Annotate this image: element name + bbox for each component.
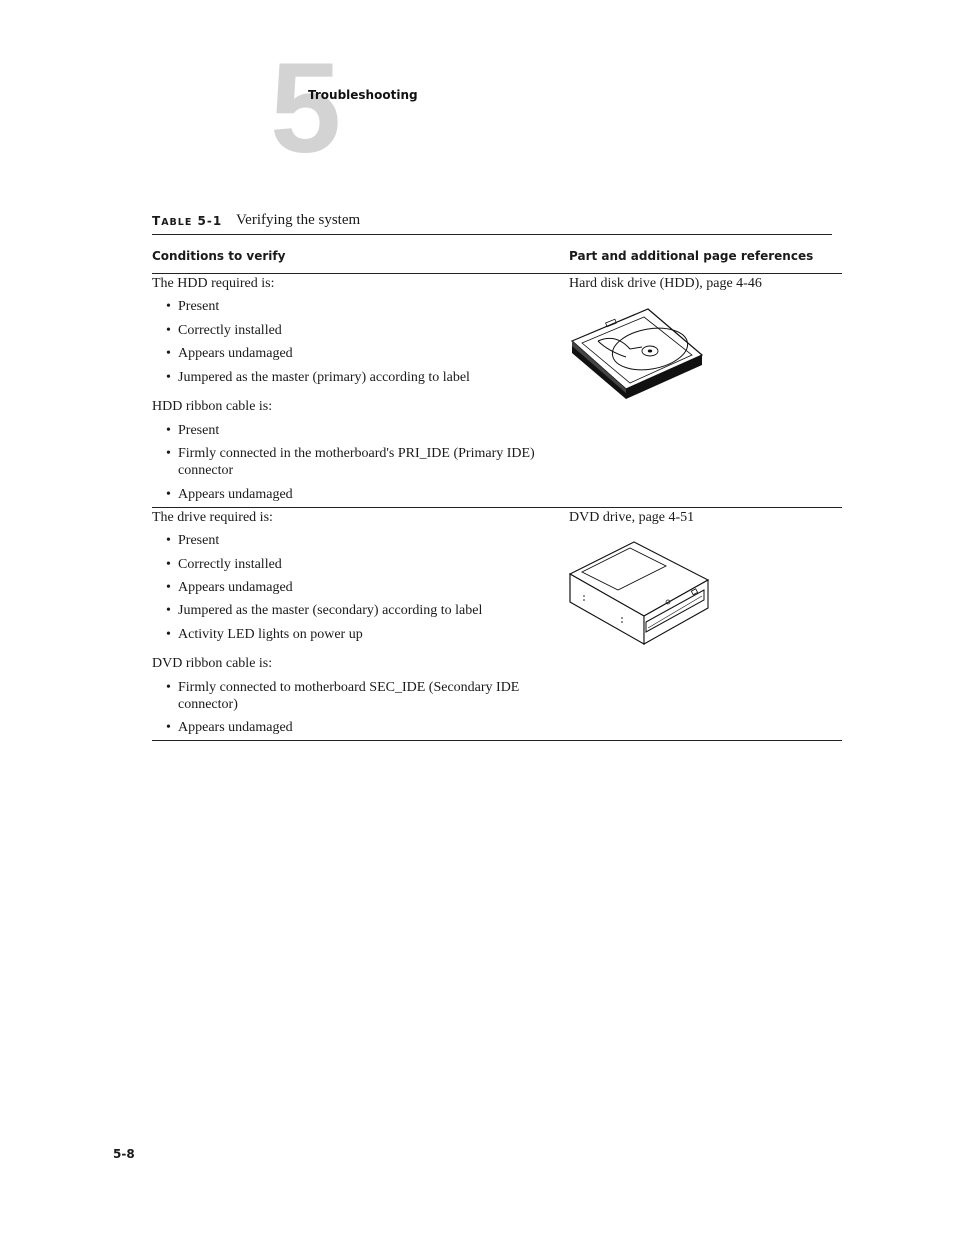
table-label-number: 5-1	[197, 214, 223, 228]
reference-hdd: Hard disk drive (HDD), page 4-46	[569, 276, 762, 291]
chapter-title: Troubleshooting	[308, 88, 418, 102]
column-header-conditions: Conditions to verify	[152, 249, 286, 263]
table-label	[152, 214, 222, 228]
table-label-prefix: T	[152, 214, 162, 228]
chapter-number: 5	[270, 37, 340, 180]
group-intro: HDD ribbon cable is:	[152, 399, 273, 414]
table-title: Verifying the system	[236, 212, 361, 228]
table-label-small: ABLE	[161, 217, 193, 228]
list-item-continuation: connector	[178, 463, 234, 478]
table-bottom-rule	[152, 740, 842, 741]
page-number: 5-8	[113, 1147, 135, 1161]
column-header-references: Part and additional page references	[569, 249, 814, 263]
group-intro: DVD ribbon cable is:	[152, 656, 273, 671]
row-divider	[152, 507, 842, 508]
dvd-drive-illustration	[568, 540, 712, 646]
reference-dvd: DVD drive, page 4-51	[569, 510, 695, 525]
group-intro: The HDD required is:	[152, 276, 275, 291]
header-rule	[152, 273, 842, 274]
hard-disk-drive-illustration	[568, 305, 704, 401]
list-item-continuation: connector)	[178, 697, 238, 712]
table-caption	[152, 212, 832, 235]
group-intro: The drive required is:	[152, 510, 273, 525]
